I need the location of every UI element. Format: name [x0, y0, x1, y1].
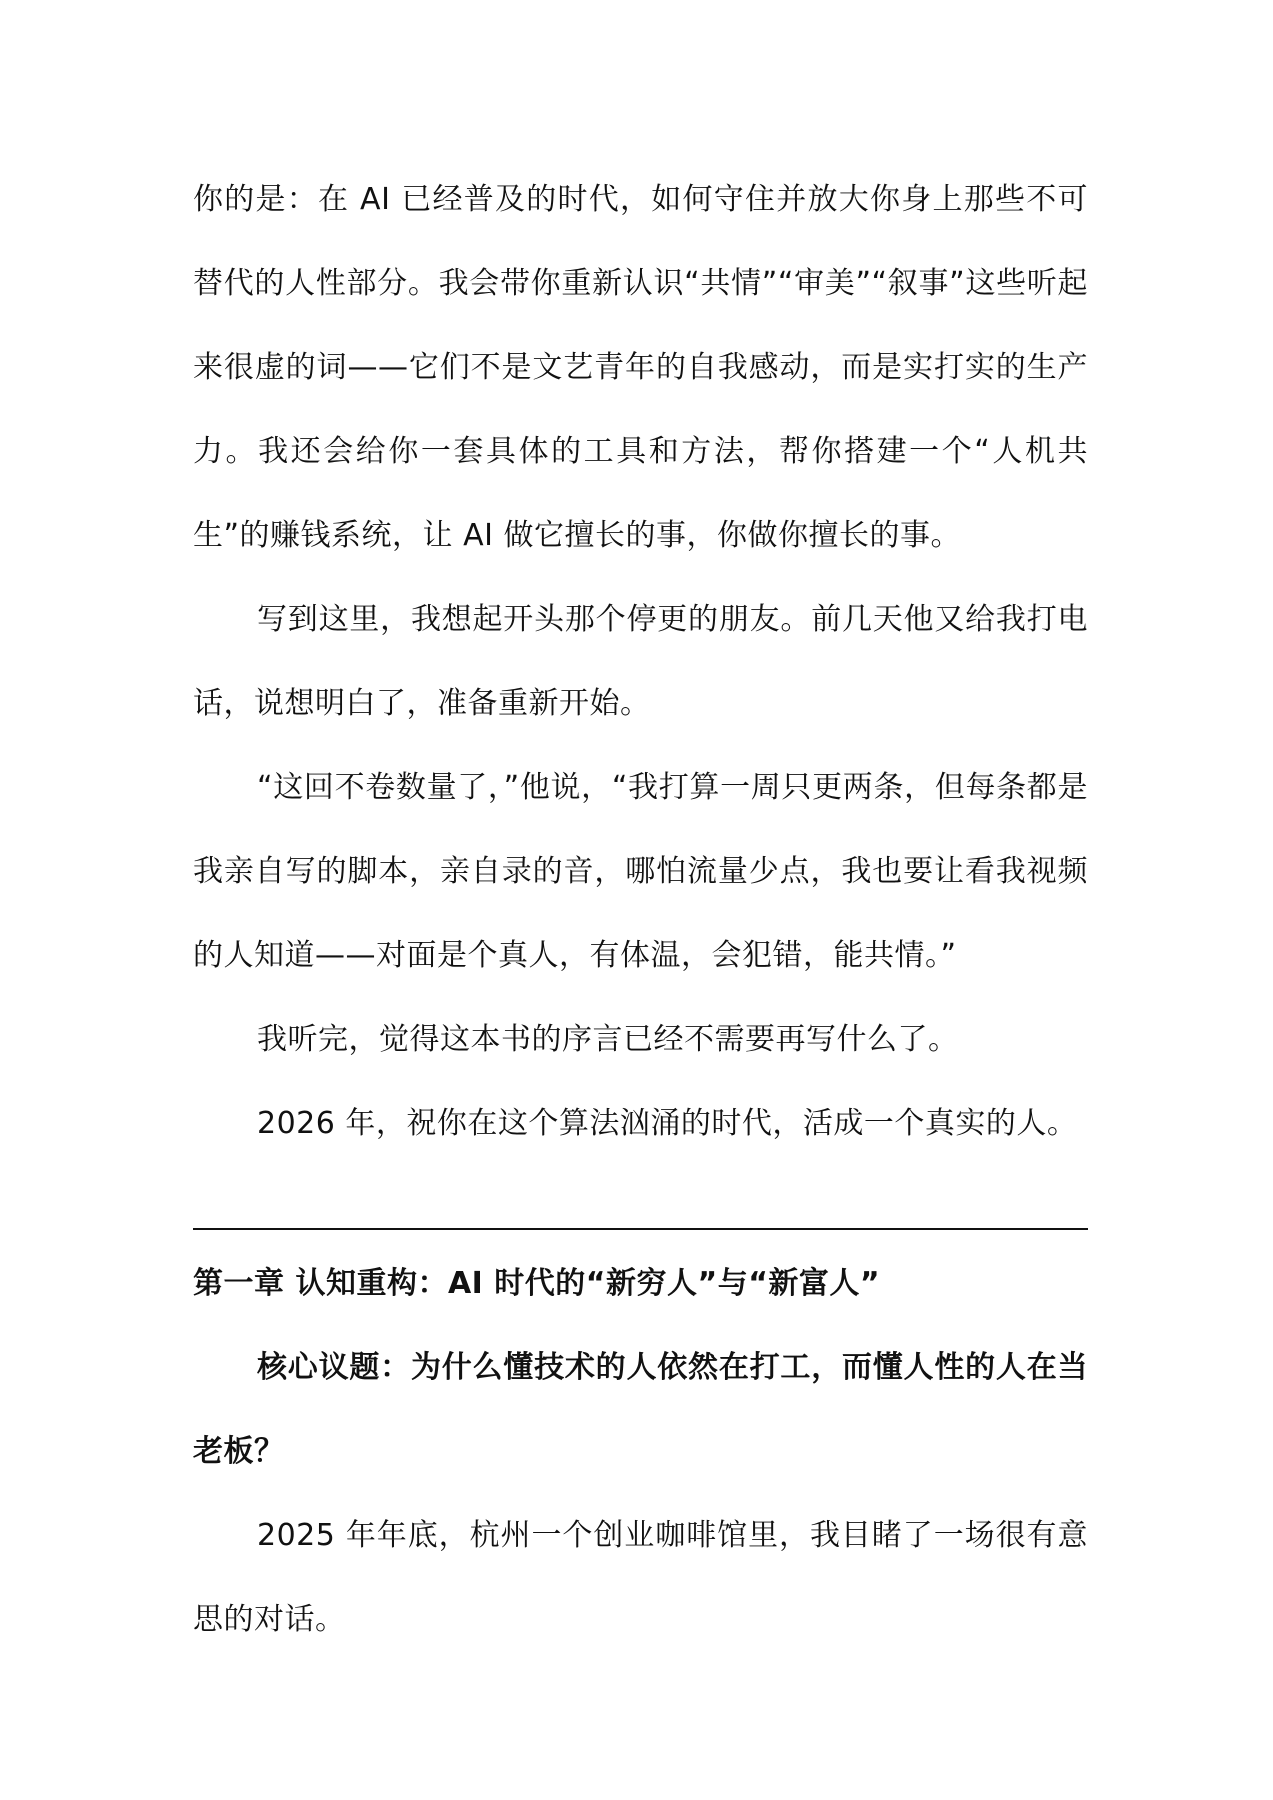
preface-paragraph-3: “这回不卷数量了，”他说，“我打算一周只更两条，但每条都是我亲自写的脚本，亲自录的音，哪怕流量少点，我也要让看我视频的人知道——对面是个真人，有体温，会犯错，能共情。”	[193, 770, 1088, 973]
chapter-title: 第一章 认知重构：AI 时代的“新穷人”与“新富人”	[193, 1266, 881, 1301]
chapter-1-section	[193, 1242, 1088, 1662]
preface-paragraph-4: 我听完，觉得这本书的序言已经不需要再写什么了。	[257, 1022, 959, 1057]
chapter-1-paragraph-1: 2025 年年底，杭州一个创业咖啡馆里，我目睹了一场很有意思的对话。	[193, 1518, 1088, 1637]
section-divider	[193, 1228, 1088, 1230]
preface-paragraph-2: 写到这里，我想起开头那个停更的朋友。前几天他又给我打电话，说想明白了，准备重新开始。	[193, 602, 1088, 721]
preface-paragraph-5: 2026 年，祝你在这个算法汹涌的时代，活成一个真实的人。	[257, 1106, 1078, 1141]
preface-text	[193, 158, 1088, 1166]
core-topic-heading: 核心议题：为什么懂技术的人依然在打工，而懂人性的人在当老板？	[193, 1350, 1088, 1469]
preface-paragraph-1: 你的是：在 AI 已经普及的时代，如何守住并放大你身上那些不可替代的人性部分。我会带你重新认识“共情”“审美”“叙事”这些听起来很虚的词——它们不是文艺青年的自我感动，而是实打实的生产力。我还会给你一套具体的工具和方法，帮你搭建一个“人机共生”的赚钱系统，让 AI 做它擅长的事，你做你擅长的事。	[193, 182, 1088, 553]
